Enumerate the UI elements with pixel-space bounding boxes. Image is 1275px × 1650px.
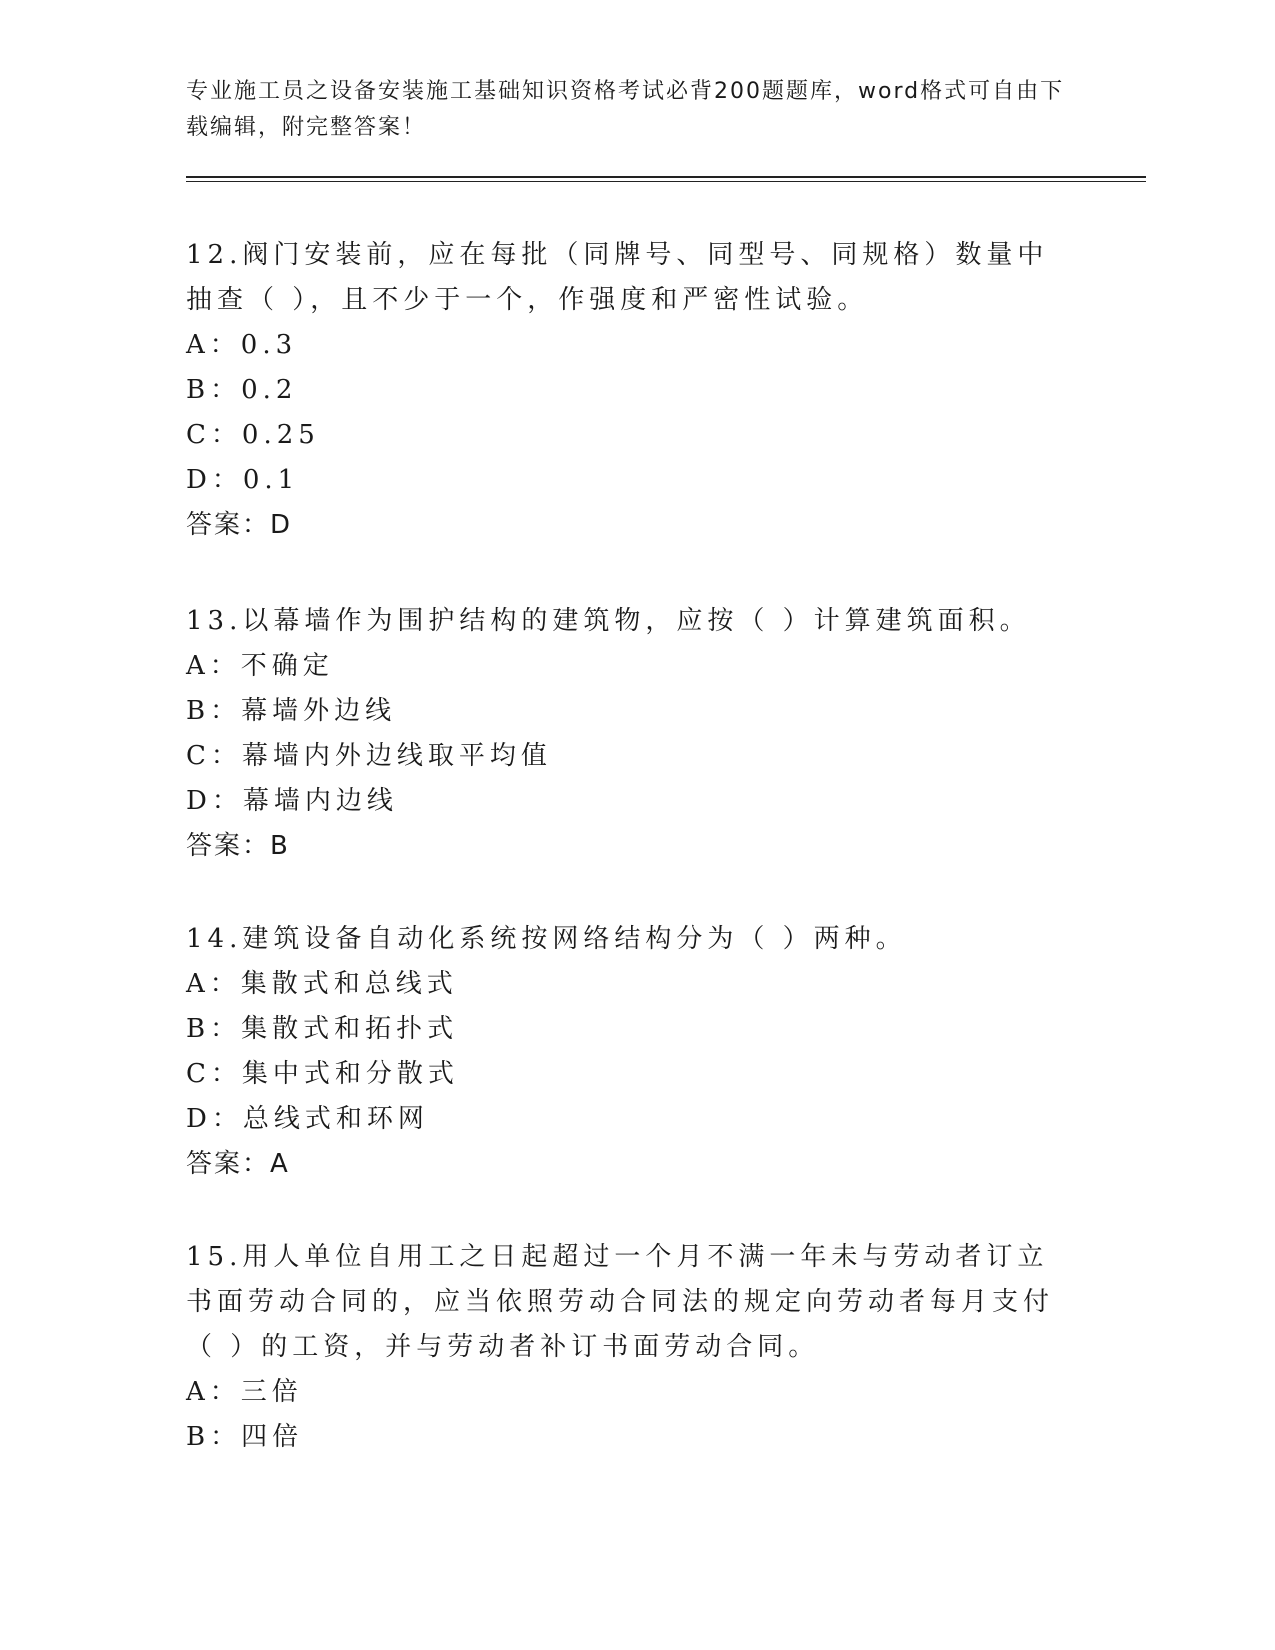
option-text: 四倍	[241, 1422, 304, 1452]
option-c	[186, 734, 1076, 779]
option-a	[186, 962, 1076, 1007]
option-text: 集散式和总线式	[240, 969, 458, 999]
header-divider-thick	[186, 176, 1146, 178]
option-text: 0.3	[240, 330, 298, 360]
option-text: 幕墙内边线	[242, 786, 398, 816]
option-d	[186, 458, 1076, 503]
option-text: 三倍	[240, 1377, 303, 1407]
option-text: 不确定	[240, 651, 334, 681]
option-text: 总线式和环网	[242, 1104, 429, 1134]
option-a	[186, 323, 1076, 368]
option-key: B：	[186, 1422, 242, 1452]
question-15	[186, 1235, 1076, 1460]
option-key: A：	[186, 651, 241, 681]
answer-label: 答案：D	[186, 510, 293, 540]
document-header-title: 专业施工员之设备安装施工基础知识资格考试必背200题题库，word格式可自由下载编辑，附完整答案！	[186, 79, 1065, 140]
option-text: 集散式和拓扑式	[241, 1014, 459, 1044]
option-key: C：	[186, 741, 242, 771]
option-key: C：	[186, 1059, 242, 1089]
option-a	[186, 644, 1076, 689]
option-b	[186, 368, 1076, 413]
question-stem: 15.用人单位自用工之日起超过一个月不满一年未与劳动者订立书面劳动合同的，应当依照劳动合同法的规定向劳动者每月支付（ ）的工资，并与劳动者补订书面劳动合同。	[186, 1242, 1055, 1362]
option-b	[186, 1007, 1076, 1052]
option-b	[186, 689, 1076, 734]
option-c	[186, 413, 1076, 458]
answer-label: 答案：A	[186, 1149, 290, 1179]
question-stem: 12.阀门安装前，应在每批（同牌号、同型号、同规格）数量中抽查（ ），且不少于一个，作强度和严密性试验。	[186, 240, 1049, 315]
option-text: 0.1	[242, 465, 300, 495]
option-key: B：	[186, 1014, 242, 1044]
option-text: 集中式和分散式	[241, 1059, 459, 1089]
option-key: C：	[186, 420, 242, 450]
option-d	[186, 1097, 1076, 1142]
question-14	[186, 917, 1076, 1187]
option-c	[186, 1052, 1076, 1097]
option-key: A：	[186, 1377, 241, 1407]
option-d	[186, 779, 1076, 824]
answer-label: 答案：B	[186, 831, 290, 861]
option-key: D：	[186, 786, 243, 816]
question-stem: 13.以幕墙作为围护结构的建筑物，应按（ ）计算建筑面积。	[186, 606, 1031, 636]
option-key: B：	[186, 375, 242, 405]
option-b	[186, 1415, 1076, 1460]
option-key: D：	[186, 465, 243, 495]
option-text: 幕墙内外边线取平均值	[241, 741, 552, 771]
option-text: 幕墙外边线	[241, 696, 397, 726]
option-key: B：	[186, 696, 242, 726]
question-13	[186, 599, 1076, 869]
option-key: A：	[186, 969, 241, 999]
option-key: A：	[186, 330, 241, 360]
option-text: 0.2	[241, 375, 298, 405]
header-divider-thin	[186, 181, 1146, 182]
option-key: D：	[186, 1104, 243, 1134]
question-stem: 14.建筑设备自动化系统按网络结构分为（ ）两种。	[186, 924, 907, 954]
question-12	[186, 233, 1076, 548]
option-a	[186, 1370, 1076, 1415]
option-text: 0.25	[241, 420, 320, 450]
